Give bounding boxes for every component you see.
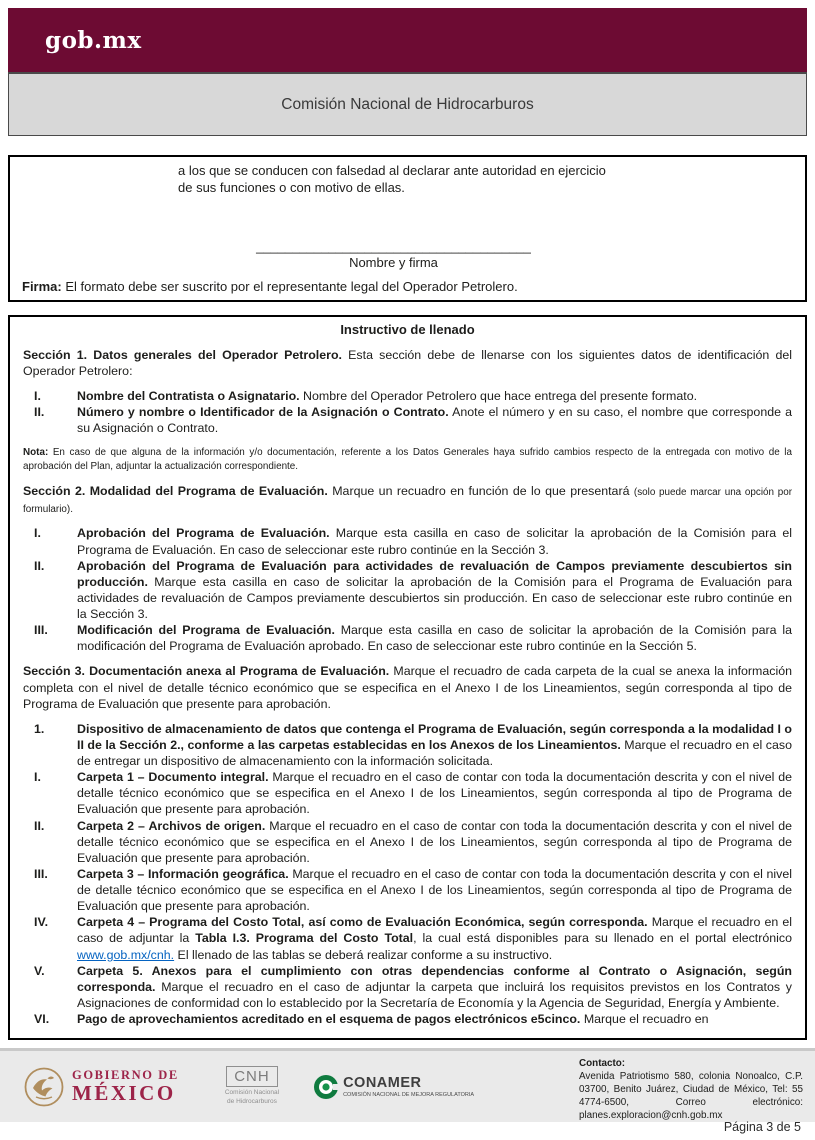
page-number: Página 3 de 5 bbox=[723, 1120, 801, 1134]
item-marker: I. bbox=[34, 770, 41, 785]
item-marker: II. bbox=[34, 818, 45, 833]
cnh-caption-line1: Comisión Nacional bbox=[224, 1089, 280, 1097]
list-item bbox=[23, 558, 792, 623]
item-text: Marque el recuadro en el caso de contar con toda la documentación descrita y con el nivel de detalle técnico económico que se especifica en el Anexo I de los Lineamientos, según corresponda al tipo de Programa de Evaluación que presente para aprobación. bbox=[77, 818, 792, 865]
item-content bbox=[77, 558, 792, 623]
firma-label: Firma: bbox=[22, 279, 62, 294]
item-text: Marque esta casilla en caso de solicitar la aprobación de la Comisión para el Programa de Evaluación. En caso de seleccionar este rubro continúe en la Sección 3. bbox=[77, 526, 792, 557]
gobierno-de-mexico-logo bbox=[24, 1067, 179, 1107]
item-text: Marque esta casilla en caso de solicitar la aprobación de la Comisión para el Programa de Evaluación para actividades de revaluación de Campos previamente descubiertos sin producción. En caso de seleccionar este rubro continúe en la Sección 3. bbox=[77, 574, 792, 622]
item-text: Anote el número y en su caso, el nombre que corresponde a su Asignación o Contrato. bbox=[77, 405, 792, 436]
item-marker: II. bbox=[34, 558, 45, 573]
item-content bbox=[77, 914, 792, 962]
item-text: Marque el recuadro en el caso de contar con toda la documentación descrita y con el nivel de detalle técnico económico que se especifica en el Anexo I de los Lineamientos, según corresponda al tipo de Programa de Evaluación que presente para aprobación. bbox=[77, 866, 793, 914]
cnh-logo bbox=[225, 1066, 279, 1107]
signature-line: ______________________________________ bbox=[256, 238, 531, 254]
item-bold: Carpeta 1 – Documento integral. bbox=[77, 770, 269, 785]
item-content bbox=[77, 388, 792, 404]
item-marker: II. bbox=[34, 405, 45, 420]
list-item bbox=[23, 769, 792, 817]
seccion3-list bbox=[23, 721, 792, 1027]
cnh-caption bbox=[225, 1089, 279, 1107]
gobierno-line1: GOBIERNO DE bbox=[72, 1067, 179, 1082]
item-text: Marque el recuadro en el caso de entregar un dispositivo de almacenamiento con la información solicitada. bbox=[77, 737, 792, 769]
list-item bbox=[23, 721, 792, 769]
item-bold: Carpeta 5. Anexos para el cumplimiento con otras dependencias conforme al Contrato o Asignación, según corresponda. bbox=[77, 963, 792, 994]
seccion1-text: Esta sección debe de llenarse con los siguientes datos de identificación del Operador Petrolero: bbox=[23, 347, 792, 379]
firma-note bbox=[22, 279, 518, 294]
item-bold: Aprobación del Programa de Evaluación para actividades de revaluación de Campos previamente descubiertos sin producción. bbox=[77, 558, 792, 589]
item-bold: Carpeta 2 – Archivos de origen. bbox=[77, 818, 266, 833]
item-text: El llenado de las tablas se deberá realizar conforme a su instructivo. bbox=[174, 947, 553, 962]
item-bold: Carpeta 3 – Información geográfica. bbox=[77, 866, 289, 881]
item-text: Marque el recuadro en el caso de contar con toda la documentación descrita y con el nivel de detalle técnico económico que se especifica en el Anexo I de los Lineamientos, según corresponda al tipo de Programa de Evaluación que presente para aprobación. bbox=[77, 770, 792, 817]
item-text: , la cual está disponibles para su llenado en el portal electrónico bbox=[413, 931, 792, 946]
footer-bar bbox=[0, 1048, 815, 1122]
list-item bbox=[23, 866, 792, 914]
item-content bbox=[77, 1011, 792, 1027]
continuation-paragraph bbox=[178, 163, 648, 197]
list-item bbox=[23, 404, 792, 436]
item-marker: VI. bbox=[34, 1012, 50, 1027]
gobmx-header-bar bbox=[8, 8, 807, 72]
signature-box bbox=[8, 155, 807, 302]
institution-name: Comisión Nacional de Hidrocarburos bbox=[281, 95, 534, 113]
conamer-caption: COMISIÓN NACIONAL DE MEJORA REGULATORIA bbox=[343, 1092, 475, 1098]
seccion2-text: Marque un recuadro en función de lo que presentará bbox=[327, 483, 634, 498]
seccion3-heading: Sección 3. Documentación anexa al Programa de Evaluación. bbox=[23, 664, 390, 679]
conamer-wordmark bbox=[343, 1075, 474, 1098]
list-item bbox=[23, 622, 792, 654]
item-marker: III. bbox=[34, 623, 48, 638]
contact-text: Avenida Patriotismo 580, colonia Nonoalco, C.P. 03700, Benito Juárez, Ciudad de México, Tel: 55 4774-6500, Correo electrónico: planes.exploracion@cnh.gob.mx bbox=[579, 1071, 803, 1122]
continuation-line-1: a los que se conducen con falsedad al declarar ante autoridad en ejercicio bbox=[178, 163, 606, 178]
nota-paragraph bbox=[23, 446, 792, 474]
signature-caption: Nombre y firma bbox=[349, 255, 438, 271]
instructions-title: Instructivo de llenado bbox=[340, 322, 475, 337]
gobierno-line2: MÉXICO bbox=[72, 1080, 176, 1105]
table-reference-bold: Tabla I.3. Programa del Costo Total bbox=[195, 931, 414, 946]
contact-label: Contacto: bbox=[579, 1058, 626, 1069]
mexico-eagle-seal-icon bbox=[24, 1067, 64, 1107]
instructions-box bbox=[8, 315, 807, 1040]
list-item bbox=[23, 818, 792, 866]
item-bold: Dispositivo de almacenamiento de datos que contenga el Programa de Evaluación, según corresponda a la modalidad I o II de la Sección 2., conforme a las carpetas establecidas en los Anexos de los Lineamientos. bbox=[77, 721, 792, 752]
seccion1-list bbox=[23, 388, 792, 436]
conamer-name: CONAMER bbox=[343, 1075, 422, 1091]
list-item bbox=[23, 963, 792, 1011]
item-text: Marque el recuadro en bbox=[580, 1012, 709, 1027]
item-marker: I. bbox=[34, 526, 41, 541]
seccion2-heading: Sección 2. Modalidad del Programa de Evaluación. bbox=[23, 483, 328, 498]
seccion2-list bbox=[23, 525, 792, 654]
contact-block bbox=[579, 1057, 803, 1122]
cnh-acronym: CNH bbox=[226, 1066, 278, 1087]
seccion2-paragraph bbox=[23, 483, 792, 517]
item-marker: III. bbox=[34, 866, 48, 881]
seccion1-heading: Sección 1. Datos generales del Operador Petrolero. bbox=[23, 347, 342, 362]
item-bold: Pago de aprovechamientos acreditado en el esquema de pagos electrónicos e5cinco. bbox=[77, 1012, 581, 1027]
gobmx-cnh-link[interactable]: www.gob.mx/cnh. bbox=[77, 947, 175, 962]
institution-banner bbox=[8, 72, 807, 136]
item-bold: Carpeta 4 – Programa del Costo Total, así como de Evaluación Económica, según corresponda. bbox=[77, 915, 648, 930]
list-item bbox=[23, 525, 792, 557]
seccion3-text: Marque el recuadro de cada carpeta de la cual se anexa la información completa con el nivel de detalle técnico económico que se especifica en el Anexo I de los Lineamientos, según corresponda al tipo de Programa de Evaluación que presente para aprobación. bbox=[23, 664, 792, 711]
item-marker: IV. bbox=[34, 915, 49, 930]
list-item bbox=[23, 1011, 792, 1027]
nota-text: En caso de que alguna de la información y/o documentación, referente a los Datos Generales haya sufrido cambios respecto de la entregada con motivo de la aprobación del Plan, adjuntar la actualización correspondiente. bbox=[23, 446, 792, 472]
gobierno-wordmark bbox=[72, 1068, 179, 1106]
conamer-logo bbox=[313, 1074, 474, 1100]
gobmx-logo: gob.mx bbox=[45, 26, 142, 54]
firma-text: El formato debe ser suscrito por el representante legal del Operador Petrolero. bbox=[61, 279, 518, 294]
item-content bbox=[77, 769, 792, 817]
item-text: Nombre del Operador Petrolero que hace entrega del presente formato. bbox=[299, 389, 698, 404]
seccion1-paragraph bbox=[23, 347, 792, 379]
item-content bbox=[77, 721, 792, 769]
list-item bbox=[23, 914, 792, 962]
item-content bbox=[77, 622, 792, 654]
item-bold: Número y nombre o Identificador de la Asignación o Contrato. bbox=[77, 405, 449, 420]
item-content bbox=[77, 404, 792, 436]
item-content bbox=[77, 818, 792, 866]
list-item bbox=[23, 388, 792, 404]
item-text: Marque el recuadro en el caso de adjuntar la bbox=[77, 915, 792, 946]
item-bold: Nombre del Contratista o Asignatario. bbox=[77, 389, 300, 404]
item-marker: V. bbox=[34, 963, 45, 978]
nota-label: Nota: bbox=[23, 446, 49, 458]
item-content bbox=[77, 963, 792, 1011]
cnh-caption-line2: de Hidrocarburos bbox=[227, 1098, 277, 1105]
item-bold: Aprobación del Programa de Evaluación. bbox=[77, 526, 330, 541]
seccion3-paragraph bbox=[23, 663, 792, 711]
item-text: Marque el recuadro en el caso de adjuntar la carpeta que incluirá los requisitos previstos en los Contratos y Asignaciones de conformidad con lo establecido por la Secretaría de Economía y la Agencia de Seguridad, Energía y Ambiente. bbox=[77, 979, 792, 1010]
item-content bbox=[77, 525, 792, 557]
item-marker: I. bbox=[34, 389, 41, 404]
item-marker: 1. bbox=[34, 721, 45, 736]
item-content bbox=[77, 866, 792, 914]
item-bold: Modificación del Programa de Evaluación. bbox=[77, 623, 335, 638]
seccion2-small-note: (solo puede marcar una opción por formulario). bbox=[23, 486, 793, 515]
continuation-line-2: de sus funciones o con motivo de ellas. bbox=[178, 179, 405, 195]
signature-area bbox=[244, 239, 544, 272]
item-text: Marque esta casilla en caso de solicitar la aprobación de la Comisión para la modificación del Programa de Evaluación aprobado. En caso de seleccionar este rubro continúe en la Sección 5. bbox=[77, 623, 792, 654]
conamer-icon bbox=[313, 1074, 339, 1100]
